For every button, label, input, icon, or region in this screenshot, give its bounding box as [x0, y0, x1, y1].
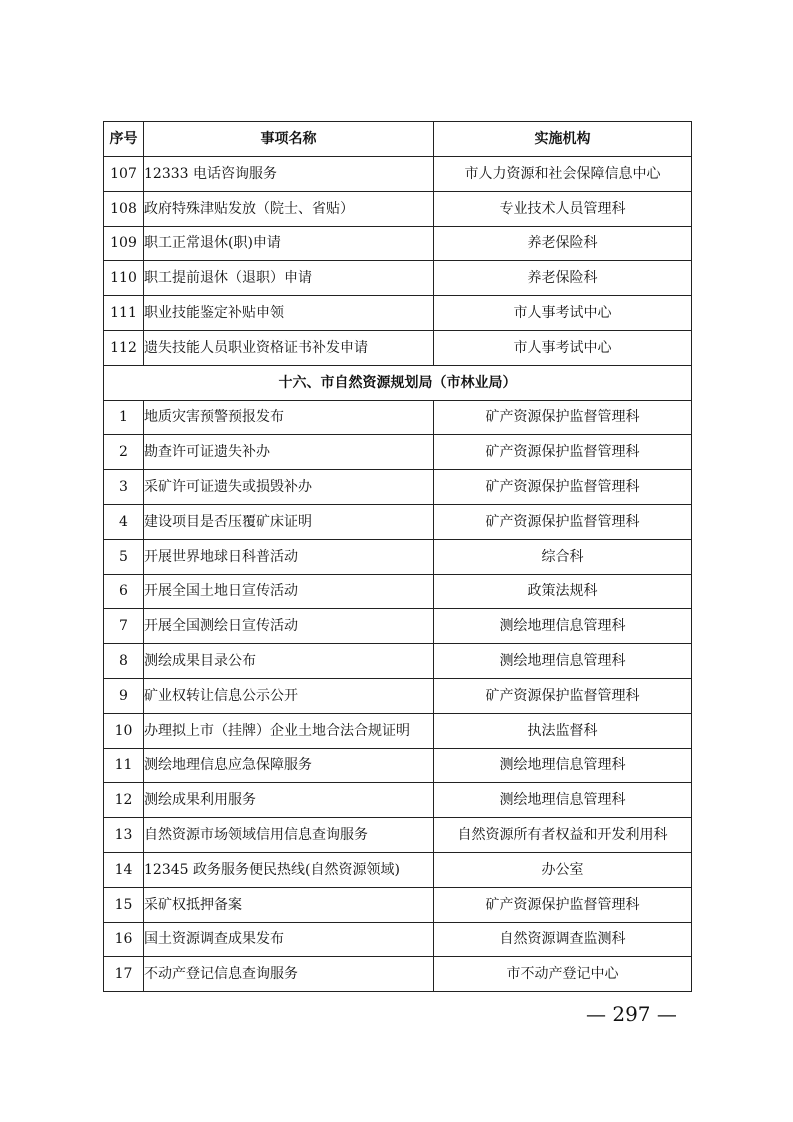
table-row — [104, 400, 692, 435]
row-name: 建设项目是否压覆矿床证明 — [144, 504, 434, 539]
row-name: 矿业权转让信息公示公开 — [144, 678, 434, 713]
row-seq: 1 — [104, 400, 144, 435]
table-section — [104, 365, 692, 400]
table-row — [104, 748, 692, 783]
row-org: 养老保险科 — [434, 261, 692, 296]
row-org: 政策法规科 — [434, 574, 692, 609]
row-name: 采矿许可证遗失或损毁补办 — [144, 470, 434, 505]
row-name: 国土资源调查成果发布 — [144, 922, 434, 957]
row-name: 12345 政务服务便民热线(自然资源领域) — [144, 852, 434, 887]
items-table — [103, 121, 692, 992]
row-org: 市人事考试中心 — [434, 296, 692, 331]
row-org: 养老保险科 — [434, 226, 692, 261]
row-seq: 2 — [104, 435, 144, 470]
header-name: 事项名称 — [144, 122, 434, 157]
row-seq: 110 — [104, 261, 144, 296]
header-seq: 序号 — [104, 122, 144, 157]
page-number: — 297 — — [586, 1002, 677, 1026]
row-name: 测绘成果目录公布 — [144, 644, 434, 679]
table-row — [104, 922, 692, 957]
row-seq: 13 — [104, 818, 144, 853]
row-org: 综合科 — [434, 539, 692, 574]
row-name: 政府特殊津贴发放（院士、省贴） — [144, 191, 434, 226]
row-seq: 7 — [104, 609, 144, 644]
row-name: 勘查许可证遗失补办 — [144, 435, 434, 470]
row-seq: 15 — [104, 887, 144, 922]
row-org: 矿产资源保护监督管理科 — [434, 504, 692, 539]
table-body-natural-resources — [104, 400, 692, 992]
row-seq: 4 — [104, 504, 144, 539]
row-name: 职业技能鉴定补贴申领 — [144, 296, 434, 331]
row-name: 职工提前退休（退职）申请 — [144, 261, 434, 296]
row-org: 市人事考试中心 — [434, 330, 692, 365]
row-org: 执法监督科 — [434, 713, 692, 748]
row-org: 测绘地理信息管理科 — [434, 644, 692, 679]
row-seq: 109 — [104, 226, 144, 261]
row-name: 办理拟上市（挂牌）企业土地合法合规证明 — [144, 713, 434, 748]
row-seq: 9 — [104, 678, 144, 713]
row-org: 市人力资源和社会保障信息中心 — [434, 157, 692, 192]
table-row — [104, 261, 692, 296]
row-seq: 107 — [104, 157, 144, 192]
row-name: 开展全国土地日宣传活动 — [144, 574, 434, 609]
row-name: 12333 电话咨询服务 — [144, 157, 434, 192]
row-name: 自然资源市场领域信用信息查询服务 — [144, 818, 434, 853]
table-row — [104, 574, 692, 609]
table-header-row — [104, 122, 692, 157]
row-seq: 108 — [104, 191, 144, 226]
row-org: 矿产资源保护监督管理科 — [434, 470, 692, 505]
row-org: 矿产资源保护监督管理科 — [434, 400, 692, 435]
row-seq: 3 — [104, 470, 144, 505]
table-row — [104, 191, 692, 226]
table-row — [104, 539, 692, 574]
table-row — [104, 678, 692, 713]
table-row — [104, 852, 692, 887]
row-org: 矿产资源保护监督管理科 — [434, 887, 692, 922]
row-name: 测绘成果利用服务 — [144, 783, 434, 818]
table-row — [104, 887, 692, 922]
table-body-hr — [104, 157, 692, 366]
row-org: 矿产资源保护监督管理科 — [434, 678, 692, 713]
table-row — [104, 783, 692, 818]
table-row — [104, 609, 692, 644]
table-row — [104, 226, 692, 261]
row-org: 市不动产登记中心 — [434, 957, 692, 992]
table-row — [104, 957, 692, 992]
row-name: 不动产登记信息查询服务 — [144, 957, 434, 992]
row-seq: 112 — [104, 330, 144, 365]
row-seq: 16 — [104, 922, 144, 957]
row-org: 办公室 — [434, 852, 692, 887]
row-seq: 12 — [104, 783, 144, 818]
row-name: 开展世界地球日科普活动 — [144, 539, 434, 574]
row-name: 开展全国测绘日宣传活动 — [144, 609, 434, 644]
row-seq: 17 — [104, 957, 144, 992]
row-seq: 5 — [104, 539, 144, 574]
row-name: 测绘地理信息应急保障服务 — [144, 748, 434, 783]
row-seq: 11 — [104, 748, 144, 783]
row-org: 自然资源所有者权益和开发利用科 — [434, 818, 692, 853]
row-seq: 10 — [104, 713, 144, 748]
row-seq: 8 — [104, 644, 144, 679]
table-row — [104, 470, 692, 505]
table-row — [104, 818, 692, 853]
table-row — [104, 296, 692, 331]
row-seq: 111 — [104, 296, 144, 331]
row-org: 测绘地理信息管理科 — [434, 609, 692, 644]
row-name: 遗失技能人员职业资格证书补发申请 — [144, 330, 434, 365]
row-seq: 14 — [104, 852, 144, 887]
table-row — [104, 435, 692, 470]
row-name: 地质灾害预警预报发布 — [144, 400, 434, 435]
table-row — [104, 330, 692, 365]
row-org: 自然资源调查监测科 — [434, 922, 692, 957]
table-row — [104, 713, 692, 748]
header-org: 实施机构 — [434, 122, 692, 157]
row-org: 测绘地理信息管理科 — [434, 748, 692, 783]
table-row — [104, 644, 692, 679]
row-org: 矿产资源保护监督管理科 — [434, 435, 692, 470]
section-row — [104, 365, 692, 400]
row-seq: 6 — [104, 574, 144, 609]
table-row — [104, 504, 692, 539]
row-org: 测绘地理信息管理科 — [434, 783, 692, 818]
table-row — [104, 157, 692, 192]
row-org: 专业技术人员管理科 — [434, 191, 692, 226]
row-name: 职工正常退休(职)申请 — [144, 226, 434, 261]
section-title: 十六、市自然资源规划局（市林业局） — [104, 365, 692, 400]
row-name: 采矿权抵押备案 — [144, 887, 434, 922]
